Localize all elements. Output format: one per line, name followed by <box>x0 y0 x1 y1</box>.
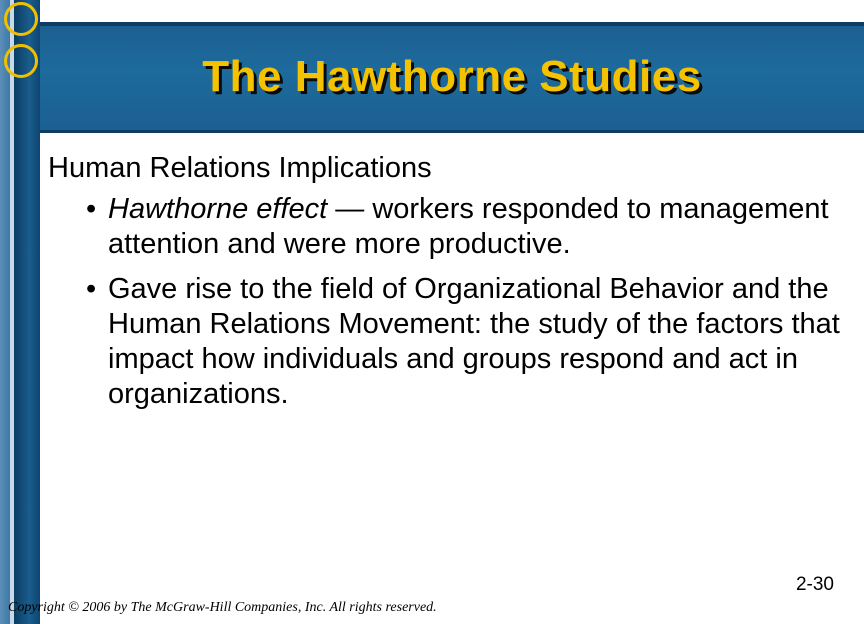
left-stripe-light <box>0 0 10 624</box>
slide-title: The Hawthorne Studies <box>202 52 702 101</box>
title-banner-bottom-border <box>40 130 864 133</box>
bullet-text: Gave rise to the field of Organizational Behavior and the Human Relations Movement: the study of the factors that impact how individuals and groups respond and act in organizations. <box>108 273 840 410</box>
slide-content <box>48 150 848 422</box>
decorative-circle-icon <box>4 2 38 36</box>
decorative-circle-icon <box>4 44 38 78</box>
bullet-item <box>48 272 848 412</box>
section-heading: Human Relations Implications <box>48 152 432 184</box>
left-stripe-dark <box>14 0 40 624</box>
slide-number: 2-30 <box>795 574 834 595</box>
copyright-notice: Copyright © 2006 by The McGraw-Hill Companies, Inc. All rights reserved. <box>8 600 437 615</box>
bullet-emphasis: Hawthorne effect <box>108 193 328 225</box>
bullet-marker: • <box>86 273 97 305</box>
bullet-text: — workers responded to management attention and were more productive. <box>108 193 829 260</box>
bullet-item <box>48 192 848 262</box>
bullet-marker: • <box>86 193 97 225</box>
title-banner-top-border <box>40 22 864 26</box>
